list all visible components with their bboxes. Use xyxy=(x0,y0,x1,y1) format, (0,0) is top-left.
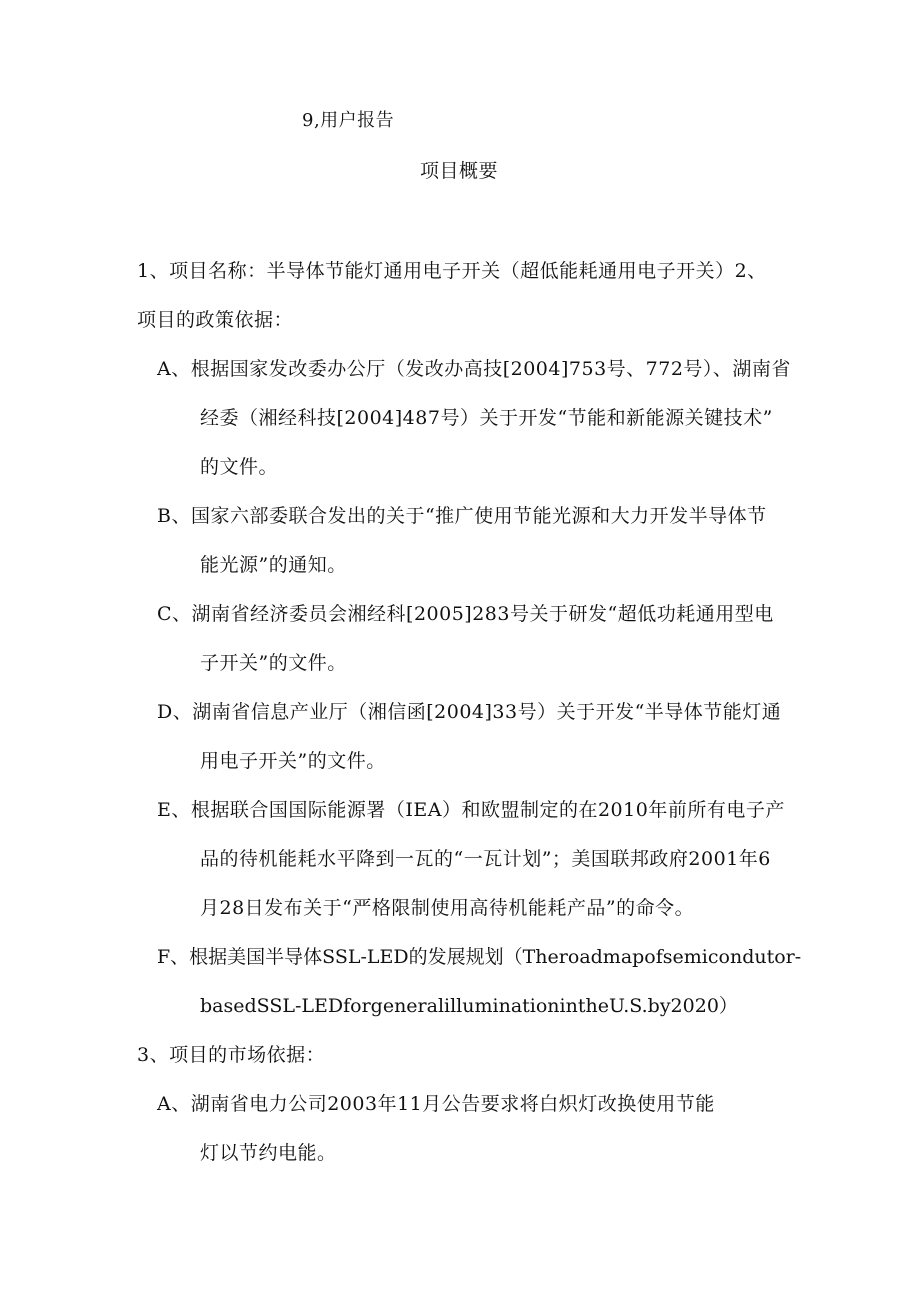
body-line-policy-a-3: 的文件。 xyxy=(200,456,279,478)
body-line-policy-f-2: basedSSL-LEDforgeneralilluminationintheU.S.by2020） xyxy=(200,995,738,1017)
body-line-policy-f-1: F、根据美国半导体SSL-LED的发展规划（Theroadmapofsemicondutor- xyxy=(157,946,802,968)
document-title: 项目概要 xyxy=(420,160,499,182)
report-header: 9,用户报告 xyxy=(302,110,395,131)
body-line-policy-b-2: 能光源”的通知。 xyxy=(200,554,347,576)
body-line-policy-c-2: 子开关”的文件。 xyxy=(200,652,347,674)
body-line-policy-e-2: 品的待机能耗水平降到一瓦的“一瓦计划”；美国联邦政府2001年6 xyxy=(200,848,771,870)
body-line-policy-e-1: E、根据联合国国际能源署（IEA）和欧盟制定的在2010年前所有电子产 xyxy=(157,799,785,821)
body-line-market-a-1: A、湖南省电力公司2003年11月公告要求将白炽灯改换使用节能 xyxy=(157,1093,715,1115)
body-line-policy-e-3: 月28日发布关于“严格限制使用高待机能耗产品”的命令。 xyxy=(200,897,695,919)
body-line-policy-d-2: 用电子开关”的文件。 xyxy=(200,750,386,772)
body-line-policy-c-1: C、湖南省经济委员会湘经科[2005]283号关于研发“超低功耗通用型电 xyxy=(157,603,774,625)
body-line-policy-b-1: B、国家六部委联合发出的关于“推广使用节能光源和大力开发半导体节 xyxy=(157,505,767,527)
body-line-policy-a-1: A、根据国家发改委办公厅（发改办高技[2004]753号、772号）、湖南省 xyxy=(157,358,791,380)
body-line-market-a-2: 灯以节约电能。 xyxy=(200,1142,337,1164)
body-line-policy-d-1: D、湖南省信息产业厅（湘信函[2004]33号）关于开发“半导体节能灯通 xyxy=(157,701,782,723)
body-line-policy-a-2: 经委（湘经科技[2004]487号）关于开发“节能和新能源关键技术” xyxy=(200,407,773,429)
body-line-market-heading: 3、项目的市场依据： xyxy=(137,1044,326,1066)
body-line-item-1: 1、项目名称：半导体节能灯通用电子开关（超低能耗通用电子开关）2、 xyxy=(137,260,767,282)
body-line-policy-heading: 项目的政策依据： xyxy=(137,309,294,331)
